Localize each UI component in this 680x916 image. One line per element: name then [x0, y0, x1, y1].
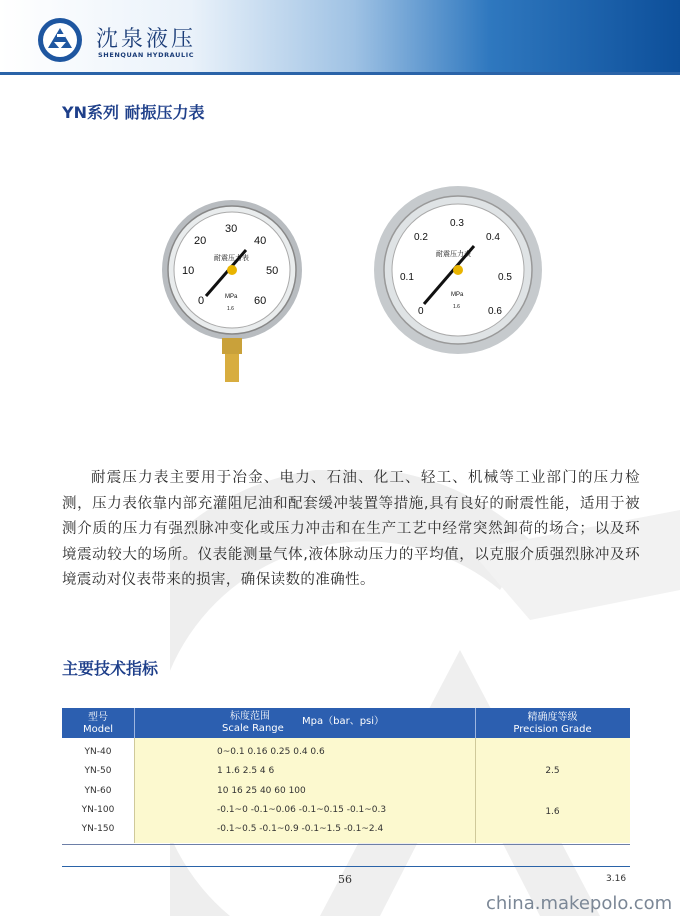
brand-name-english: SHENQUAN HYDRAULIC [98, 51, 195, 59]
header-model: 型号 Model [82, 712, 114, 735]
gauge-left-tick-60: 60 [254, 295, 267, 307]
row-range: -0.1~0 -0.1~0.06 -0.1~0.15 -0.1~0.3 [217, 805, 387, 815]
gauge-left-tick-10: 10 [182, 265, 195, 277]
row-model: YN-150 [81, 824, 115, 834]
gauge-left-unit: MPa [225, 294, 238, 300]
spec-table [62, 708, 630, 845]
row-model: YN-60 [84, 786, 112, 796]
row-range: 1 1.6 2.5 4 6 [217, 766, 275, 776]
row-range: -0.1~0.5 -0.1~0.9 -0.1~1.5 -0.1~2.4 [217, 824, 384, 834]
gauge-left-label: 耐震压力表 [214, 254, 249, 262]
header-grade: 精确度等级 Precision Grade [513, 712, 592, 735]
gauge-right-grade: 1.6 [453, 304, 460, 310]
date-code: 3.16 [606, 874, 627, 884]
grade-value: 1.6 [545, 807, 560, 817]
gauge-right-tick-0: 0 [418, 306, 424, 317]
footer-divider [62, 866, 630, 867]
column-divider [134, 738, 135, 843]
product-image [160, 180, 560, 430]
row-range: 0~0.1 0.16 0.25 0.4 0.6 [217, 747, 325, 757]
header-range: 标度范围 Scale Range Mpa（bar、psi） [222, 711, 385, 734]
gauge-left-tick-0: 0 [198, 295, 205, 307]
page-title: YN系列 耐振压力表 [62, 103, 205, 122]
brand-logo-icon [38, 18, 82, 62]
row-model: YN-40 [84, 747, 112, 757]
gauge-right-tick-0-4: 0.4 [486, 232, 500, 243]
page-number: 56 [338, 873, 352, 886]
gauge-right-tick-0-1: 0.1 [400, 272, 414, 283]
gauge-right-tick-0-3: 0.3 [450, 218, 464, 229]
gauge-left [162, 200, 302, 382]
gauge-left-tick-50: 50 [266, 265, 279, 277]
row-range: 10 16 25 40 60 100 [217, 786, 306, 796]
gauge-right-tick-0-2: 0.2 [414, 232, 428, 243]
gauge-left-grade: 1.6 [227, 306, 234, 312]
table-header [62, 708, 630, 738]
gauge-left-tick-20: 20 [194, 235, 207, 247]
row-model: YN-100 [81, 805, 115, 815]
header-divider [0, 72, 680, 75]
gauge-left-tick-30: 30 [225, 223, 238, 235]
gauge-right-unit: MPa [451, 292, 464, 298]
gauge-left-tick-40: 40 [254, 235, 267, 247]
grade-column [475, 738, 630, 843]
product-description: 耐震压力表主要用于冶金、电力、石油、化工、轻工、机械等工业部门的压力检测，压力表依靠内部充灌阻尼油和配套缓冲装置等措施,具有良好的耐震性能，适用于被测介质的压力有强烈脉冲变化或压力冲击和在生产工艺中经常突然卸荷的场合；以及环境震动较大的场所。仪表能测量气体,液体脉动压力的平均值，以克服介质强烈脉冲及环境震动对仪表带来的损害，确保读数的准确性。 [62, 470, 640, 589]
column-divider [475, 738, 476, 843]
gauge-right-tick-0-5: 0.5 [498, 272, 512, 283]
gauge-right-label: 耐震压力表 [436, 250, 471, 258]
brand-name: 沈泉液压 [96, 27, 197, 52]
site-watermark: china.makepolo.com [486, 893, 673, 914]
row-model: YN-50 [84, 766, 112, 776]
table-body [62, 738, 630, 843]
gauge-right [374, 186, 542, 354]
grade-value: 2.5 [545, 766, 560, 776]
section-title: 主要技术指标 [62, 659, 159, 678]
gauge-right-tick-0-6: 0.6 [488, 306, 502, 317]
